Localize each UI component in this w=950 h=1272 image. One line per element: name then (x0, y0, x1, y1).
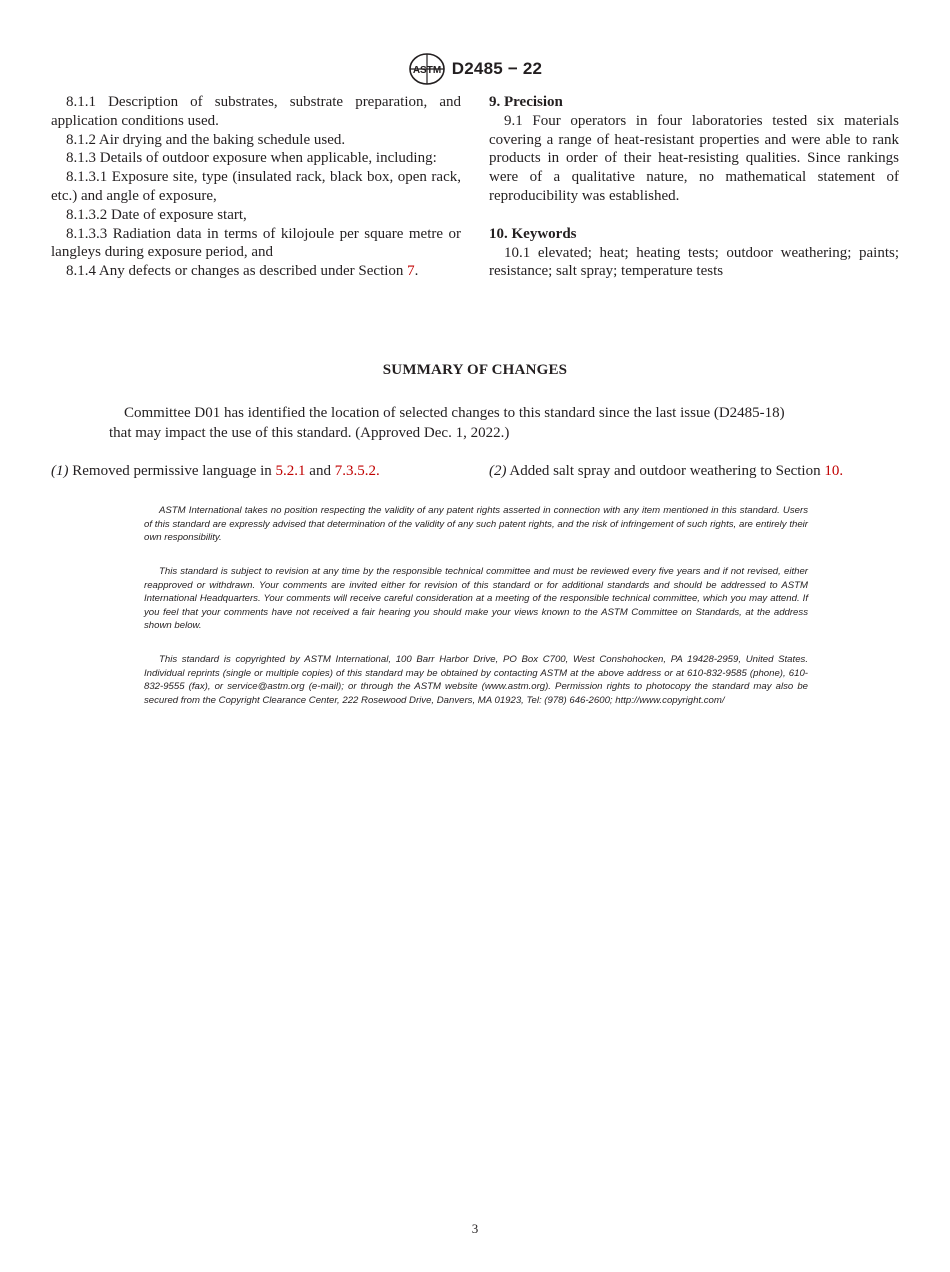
summary-intro-line-2: that may impact the use of this standard. (Approved Dec. 1, 2022.) (109, 424, 510, 441)
summary-intro-line-1: Committee D01 has identified the location of selected changes to this standard since the last issue (D2485-18) (124, 405, 785, 421)
section-5-2-1-link[interactable]: 5.2.1 (275, 463, 306, 479)
paragraph-8-1-3-3: 8.1.3.3 Radiation data in terms of kilojoule per square metre or langleys during exposure period, and (51, 225, 461, 261)
keywords-heading: 10. Keywords (489, 225, 577, 242)
section-10-link[interactable]: 10 (824, 463, 840, 479)
summary-intro (109, 404, 849, 443)
section-7-3-5-2-link[interactable]: 7.3.5.2 (334, 463, 376, 479)
change-item-1 (51, 463, 380, 480)
precision-paragraph: 9.1 Four operators in four laboratories tested six materials covering a range of heat-resistant properties and were able to rank products in order of their heat-resisting qualities. Since rankings were of a qualitative nature, no mathematical statement of reproducibility was established. (489, 112, 899, 204)
paragraph-8-1-3-1: 8.1.3.1 Exposure site, type (insulated rack, black box, open rack, etc.) and angle of exposure, (51, 169, 461, 204)
paragraph-8-1-4 (51, 262, 461, 281)
change-item-2 (489, 463, 843, 480)
summary-of-changes-title: SUMMARY OF CHANGES (382, 362, 568, 378)
astm-logo-icon (408, 52, 446, 86)
precision-heading: 9. Precision (489, 94, 563, 110)
paragraph-8-1-1: 8.1.1 Description of substrates, substrate preparation, and application conditions used. (51, 94, 461, 129)
left-column (51, 93, 461, 281)
paragraph-8-1-4-text: 8.1.4 Any defects or changes as described under Section (66, 263, 408, 280)
paragraph-8-1-4-end: . (414, 263, 419, 280)
section-7-link[interactable]: 7 (407, 263, 415, 280)
change-1-text: Removed permissive language in (68, 463, 276, 479)
keywords-paragraph: 10.1 elevated; heat; heating tests; outdoor weathering; paints; resistance; salt spray; temperature tests (489, 244, 899, 280)
copyright-notice: This standard is copyrighted by ASTM International, 100 Barr Harbor Drive, PO Box C700, West Conshohocken, PA 19428-2959, United States. Individual reprints (single or multiple copies) of this standard may be obtained by contacting ASTM at the above address or at 610-832-9585 (phone), 610-832-9555 (fax), or service@astm.org (e-mail); or through the ASTM website (www.astm.org). Permission rights to photocopy the standard may also be secured from the Copyright Clearance Center, 222 Rosewood Drive, Danvers, MA 01923, Tel: (978) 646-2600; http://www.copyright.com/ (144, 654, 808, 706)
change-1-end: . (375, 463, 380, 479)
paragraph-8-1-3: 8.1.3 Details of outdoor exposure when applicable, including: (66, 150, 437, 167)
change-2-text: Added salt spray and outdoor weathering to Section (506, 463, 825, 479)
page-header (0, 52, 950, 86)
logo-text: ASTM (412, 65, 441, 76)
patent-notice: ASTM International takes no position respecting the validity of any patent rights asserted in connection with any item mentioned in this standard. Users of this standard are expressly advised that determination of the validity of any such patent rights, and the risk of infringement of such rights, are entirely their own responsibility. (144, 505, 808, 544)
standard-designation: D2485 − 22 (451, 59, 543, 78)
change-2-end: . (839, 463, 844, 479)
change-1-number: (1) (51, 463, 69, 479)
page-number: 3 (471, 1221, 479, 1236)
change-2-number: (2) (489, 463, 507, 479)
change-1-and: and (305, 463, 335, 479)
paragraph-8-1-2: 8.1.2 Air drying and the baking schedule used. (66, 131, 346, 148)
paragraph-8-1-3-2: 8.1.3.2 Date of exposure start, (66, 206, 247, 223)
right-column (489, 93, 899, 281)
revision-notice: This standard is subject to revision at any time by the responsible technical committee and must be reviewed every five years and if not revised, either reapproved or withdrawn. Your comments are invited either for revision of this standard or for additional standards and should be addressed to ASTM International Headquarters. Your comments will receive careful consideration at a meeting of the responsible technical committee, which you may attend. If you feel that your comments have not received a fair hearing you should make your views known to the ASTM Committee on Standards, at the address shown below. (144, 566, 808, 632)
